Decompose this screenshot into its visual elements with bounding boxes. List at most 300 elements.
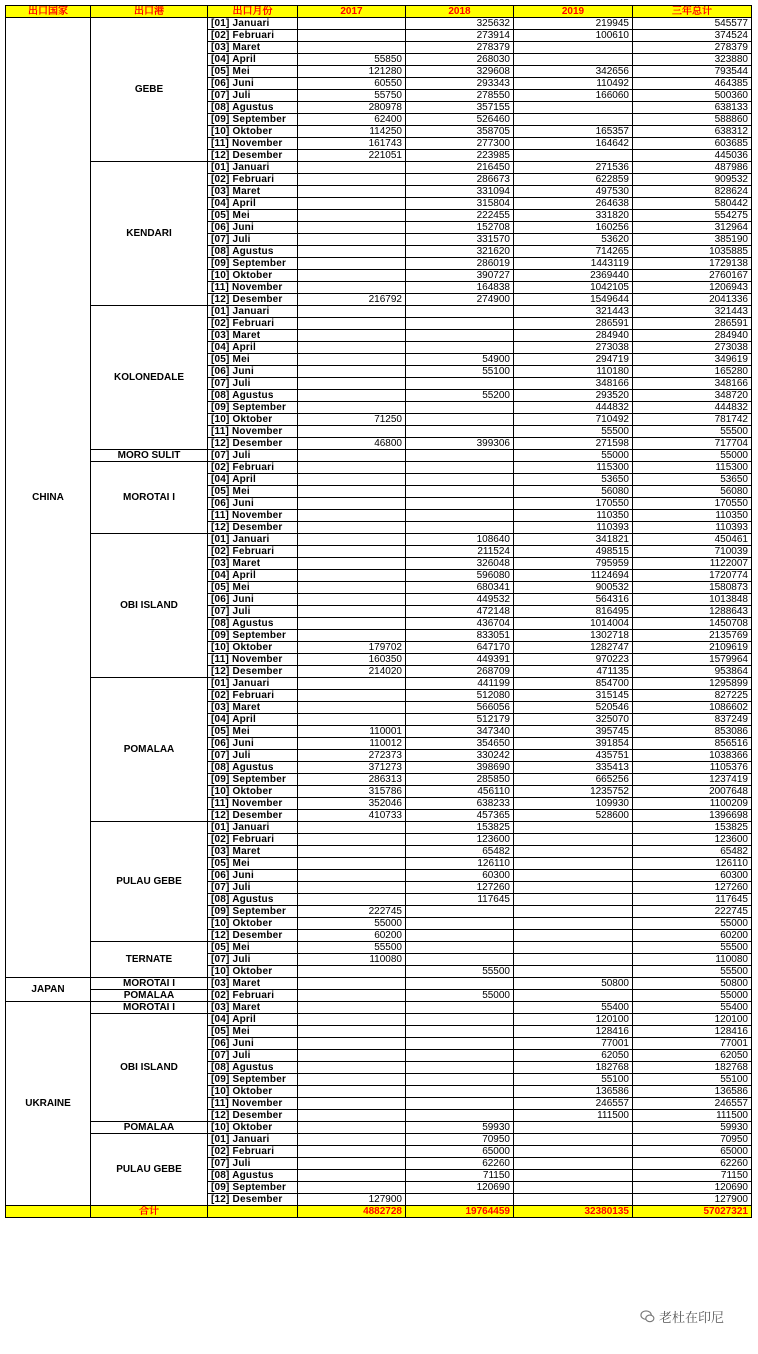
month-cell: [06] Juni: [208, 222, 298, 234]
value-cell: [514, 1158, 633, 1170]
value-cell: 395745: [514, 726, 633, 738]
value-cell: 456110: [406, 786, 514, 798]
value-cell: 1122007: [633, 558, 752, 570]
month-cell: [12] Desember: [208, 522, 298, 534]
value-cell: 1729138: [633, 258, 752, 270]
value-cell: 1580873: [633, 582, 752, 594]
month-cell: [01] Januari: [208, 822, 298, 834]
value-cell: [298, 558, 406, 570]
month-cell: [04] April: [208, 54, 298, 66]
value-cell: 450461: [633, 534, 752, 546]
value-cell: 65482: [406, 846, 514, 858]
month-cell: [08] Agustus: [208, 618, 298, 630]
value-cell: [514, 870, 633, 882]
value-cell: [298, 546, 406, 558]
value-cell: 622859: [514, 174, 633, 186]
value-cell: 170550: [633, 498, 752, 510]
value-cell: 100610: [514, 30, 633, 42]
value-cell: 854700: [514, 678, 633, 690]
value-cell: 315804: [406, 198, 514, 210]
value-cell: [298, 1014, 406, 1026]
value-cell: 647170: [406, 642, 514, 654]
value-cell: 1100209: [633, 798, 752, 810]
month-cell: [02] Februari: [208, 834, 298, 846]
month-cell: [10] Oktober: [208, 126, 298, 138]
total-2019: 32380135: [514, 1206, 633, 1218]
value-cell: [514, 1194, 633, 1206]
month-cell: [07] Juli: [208, 750, 298, 762]
value-cell: 65000: [406, 1146, 514, 1158]
value-cell: 110350: [514, 510, 633, 522]
value-cell: [406, 918, 514, 930]
value-cell: 153825: [406, 822, 514, 834]
value-cell: 1235752: [514, 786, 633, 798]
value-cell: 410733: [298, 810, 406, 822]
header-2018: 2018: [406, 6, 514, 18]
value-cell: 53650: [633, 474, 752, 486]
value-cell: [298, 1050, 406, 1062]
table-row: [6, 18, 752, 30]
month-cell: [02] Februari: [208, 1146, 298, 1158]
value-cell: [406, 522, 514, 534]
total-blank: [6, 1206, 91, 1218]
month-cell: [07] Juli: [208, 606, 298, 618]
value-cell: 219945: [514, 18, 633, 30]
month-cell: [12] Desember: [208, 294, 298, 306]
month-cell: [06] Juni: [208, 594, 298, 606]
header-2019: 2019: [514, 6, 633, 18]
month-cell: [03] Maret: [208, 186, 298, 198]
month-cell: [04] April: [208, 198, 298, 210]
value-cell: 331570: [406, 234, 514, 246]
value-cell: 108640: [406, 534, 514, 546]
value-cell: [298, 894, 406, 906]
value-cell: [514, 1170, 633, 1182]
value-cell: 221051: [298, 150, 406, 162]
month-cell: [09] September: [208, 630, 298, 642]
value-cell: 77001: [514, 1038, 633, 1050]
value-cell: [406, 402, 514, 414]
value-cell: 349619: [633, 354, 752, 366]
month-cell: [01] Januari: [208, 678, 298, 690]
table-row: [6, 990, 752, 1002]
value-cell: [298, 1110, 406, 1122]
value-cell: 286591: [514, 318, 633, 330]
value-cell: 335413: [514, 762, 633, 774]
month-cell: [04] April: [208, 342, 298, 354]
country-cell: JAPAN: [6, 978, 91, 1002]
value-cell: 110001: [298, 726, 406, 738]
value-cell: 564316: [514, 594, 633, 606]
value-cell: [406, 510, 514, 522]
value-cell: [514, 1146, 633, 1158]
value-cell: 1302718: [514, 630, 633, 642]
value-cell: [298, 1158, 406, 1170]
value-cell: 390727: [406, 270, 514, 282]
month-cell: [01] Januari: [208, 1134, 298, 1146]
month-cell: [05] Mei: [208, 726, 298, 738]
month-cell: [11] November: [208, 138, 298, 150]
value-cell: 497530: [514, 186, 633, 198]
value-cell: [298, 174, 406, 186]
value-cell: 445036: [633, 150, 752, 162]
month-cell: [08] Agustus: [208, 894, 298, 906]
value-cell: [298, 318, 406, 330]
value-cell: [514, 822, 633, 834]
value-cell: [298, 402, 406, 414]
month-cell: [12] Desember: [208, 1194, 298, 1206]
value-cell: [298, 378, 406, 390]
value-cell: 348166: [633, 378, 752, 390]
value-cell: [514, 918, 633, 930]
value-cell: 166060: [514, 90, 633, 102]
table-row: [6, 462, 752, 474]
value-cell: [298, 1002, 406, 1014]
value-cell: 55500: [298, 942, 406, 954]
value-cell: [406, 306, 514, 318]
value-cell: 1288643: [633, 606, 752, 618]
value-cell: [514, 930, 633, 942]
value-cell: 161743: [298, 138, 406, 150]
value-cell: 128416: [514, 1026, 633, 1038]
value-cell: 53650: [514, 474, 633, 486]
month-cell: [08] Agustus: [208, 390, 298, 402]
month-cell: [01] Januari: [208, 534, 298, 546]
value-cell: 970223: [514, 654, 633, 666]
value-cell: [298, 606, 406, 618]
value-cell: 271598: [514, 438, 633, 450]
value-cell: 326048: [406, 558, 514, 570]
port-cell: POMALAA: [91, 678, 208, 822]
value-cell: [514, 150, 633, 162]
value-cell: 793544: [633, 66, 752, 78]
value-cell: 2007648: [633, 786, 752, 798]
value-cell: [298, 366, 406, 378]
header-2017: 2017: [298, 6, 406, 18]
value-cell: [298, 618, 406, 630]
port-cell: PULAU GEBE: [91, 1134, 208, 1206]
month-cell: [11] November: [208, 510, 298, 522]
month-cell: [09] September: [208, 402, 298, 414]
port-cell: MOROTAI I: [91, 1002, 208, 1014]
month-cell: [10] Oktober: [208, 642, 298, 654]
value-cell: [406, 426, 514, 438]
value-cell: [298, 846, 406, 858]
value-cell: 120690: [633, 1182, 752, 1194]
month-cell: [07] Juli: [208, 882, 298, 894]
value-cell: 222455: [406, 210, 514, 222]
value-cell: 50800: [633, 978, 752, 990]
value-cell: [298, 498, 406, 510]
month-cell: [05] Mei: [208, 582, 298, 594]
value-cell: 222745: [298, 906, 406, 918]
value-cell: 114250: [298, 126, 406, 138]
value-cell: [298, 1026, 406, 1038]
month-cell: [09] September: [208, 906, 298, 918]
value-cell: [298, 678, 406, 690]
total-row: [6, 1206, 752, 1218]
value-cell: [298, 978, 406, 990]
value-cell: [298, 30, 406, 42]
value-cell: 223985: [406, 150, 514, 162]
value-cell: 55000: [633, 918, 752, 930]
table-row: [6, 1002, 752, 1014]
value-cell: 55000: [406, 990, 514, 1002]
value-cell: 60200: [298, 930, 406, 942]
value-cell: 115300: [514, 462, 633, 474]
value-cell: 436704: [406, 618, 514, 630]
value-cell: 953864: [633, 666, 752, 678]
value-cell: 211524: [406, 546, 514, 558]
value-cell: 449391: [406, 654, 514, 666]
value-cell: 268709: [406, 666, 514, 678]
month-cell: [07] Juli: [208, 1158, 298, 1170]
value-cell: 123600: [633, 834, 752, 846]
value-cell: 341821: [514, 534, 633, 546]
value-cell: 120690: [406, 1182, 514, 1194]
value-cell: [514, 54, 633, 66]
value-cell: 55500: [633, 426, 752, 438]
value-cell: 165280: [633, 366, 752, 378]
value-cell: [298, 858, 406, 870]
month-cell: [12] Desember: [208, 930, 298, 942]
value-cell: 273038: [514, 342, 633, 354]
month-cell: [05] Mei: [208, 942, 298, 954]
month-cell: [01] Januari: [208, 18, 298, 30]
value-cell: [406, 1194, 514, 1206]
value-cell: 55000: [633, 450, 752, 462]
value-cell: 566056: [406, 702, 514, 714]
value-cell: [298, 162, 406, 174]
value-cell: 710039: [633, 546, 752, 558]
value-cell: 1086602: [633, 702, 752, 714]
value-cell: 170550: [514, 498, 633, 510]
value-cell: 111500: [514, 1110, 633, 1122]
value-cell: [298, 1074, 406, 1086]
value-cell: 638312: [633, 126, 752, 138]
value-cell: 1443119: [514, 258, 633, 270]
value-cell: 110080: [298, 954, 406, 966]
month-cell: [09] September: [208, 1182, 298, 1194]
value-cell: 110492: [514, 78, 633, 90]
value-cell: [298, 582, 406, 594]
value-cell: 284940: [633, 330, 752, 342]
value-cell: 588860: [633, 114, 752, 126]
table-row: [6, 978, 752, 990]
value-cell: 55850: [298, 54, 406, 66]
value-cell: [406, 954, 514, 966]
value-cell: 315145: [514, 690, 633, 702]
value-cell: [406, 486, 514, 498]
value-cell: [298, 210, 406, 222]
port-cell: PULAU GEBE: [91, 822, 208, 942]
value-cell: [514, 1182, 633, 1194]
value-cell: [406, 942, 514, 954]
value-cell: 55500: [514, 426, 633, 438]
value-cell: 2135769: [633, 630, 752, 642]
month-cell: [03] Maret: [208, 558, 298, 570]
month-cell: [04] April: [208, 570, 298, 582]
value-cell: 2041336: [633, 294, 752, 306]
table-row: [6, 678, 752, 690]
value-cell: 285850: [406, 774, 514, 786]
month-cell: [03] Maret: [208, 330, 298, 342]
month-cell: [02] Februari: [208, 690, 298, 702]
value-cell: 1105376: [633, 762, 752, 774]
value-cell: 136586: [633, 1086, 752, 1098]
total-2017: 4882728: [298, 1206, 406, 1218]
value-cell: [298, 198, 406, 210]
value-cell: [298, 1038, 406, 1050]
value-cell: 391854: [514, 738, 633, 750]
value-cell: 795959: [514, 558, 633, 570]
value-cell: 126110: [406, 858, 514, 870]
value-cell: [298, 630, 406, 642]
value-cell: [514, 954, 633, 966]
value-cell: 153825: [633, 822, 752, 834]
country-cell: CHINA: [6, 18, 91, 978]
value-cell: [298, 330, 406, 342]
value-cell: 278379: [406, 42, 514, 54]
value-cell: [406, 1110, 514, 1122]
month-cell: [01] Januari: [208, 162, 298, 174]
value-cell: 60550: [298, 78, 406, 90]
value-cell: [406, 498, 514, 510]
value-cell: 837249: [633, 714, 752, 726]
value-cell: 55100: [633, 1074, 752, 1086]
value-cell: 293520: [514, 390, 633, 402]
value-cell: [406, 930, 514, 942]
value-cell: 680341: [406, 582, 514, 594]
value-cell: 1014004: [514, 618, 633, 630]
value-cell: 909532: [633, 174, 752, 186]
value-cell: 264638: [514, 198, 633, 210]
port-cell: MORO SULIT: [91, 450, 208, 462]
value-cell: 1396698: [633, 810, 752, 822]
month-cell: [04] April: [208, 1014, 298, 1026]
month-cell: [11] November: [208, 282, 298, 294]
value-cell: 354650: [406, 738, 514, 750]
value-cell: 55000: [633, 990, 752, 1002]
value-cell: [298, 234, 406, 246]
value-cell: [298, 1170, 406, 1182]
value-cell: [406, 1098, 514, 1110]
value-cell: 1035885: [633, 246, 752, 258]
value-cell: 60200: [633, 930, 752, 942]
value-cell: 385190: [633, 234, 752, 246]
value-cell: 111500: [633, 1110, 752, 1122]
value-cell: 596080: [406, 570, 514, 582]
value-cell: 781742: [633, 414, 752, 426]
value-cell: 471135: [514, 666, 633, 678]
value-cell: 182768: [514, 1062, 633, 1074]
value-cell: 603685: [633, 138, 752, 150]
value-cell: 2760167: [633, 270, 752, 282]
value-cell: [406, 1002, 514, 1014]
value-cell: 323880: [633, 54, 752, 66]
value-cell: 70950: [406, 1134, 514, 1146]
port-cell: TERNATE: [91, 942, 208, 978]
month-cell: [10] Oktober: [208, 1086, 298, 1098]
month-cell: [07] Juli: [208, 234, 298, 246]
value-cell: 321443: [514, 306, 633, 318]
value-cell: 123600: [406, 834, 514, 846]
value-cell: 71150: [406, 1170, 514, 1182]
value-cell: [406, 1086, 514, 1098]
value-cell: 214020: [298, 666, 406, 678]
value-cell: [298, 594, 406, 606]
value-cell: 435751: [514, 750, 633, 762]
value-cell: 120100: [514, 1014, 633, 1026]
value-cell: 164642: [514, 138, 633, 150]
value-cell: 55500: [633, 966, 752, 978]
value-cell: 315786: [298, 786, 406, 798]
month-cell: [12] Desember: [208, 1110, 298, 1122]
month-cell: [11] November: [208, 654, 298, 666]
month-cell: [06] Juni: [208, 870, 298, 882]
value-cell: [298, 222, 406, 234]
value-cell: 816495: [514, 606, 633, 618]
value-cell: 110350: [633, 510, 752, 522]
table-row: [6, 306, 752, 318]
value-cell: 62260: [406, 1158, 514, 1170]
value-cell: 325070: [514, 714, 633, 726]
value-cell: 62260: [633, 1158, 752, 1170]
table-row: [6, 1014, 752, 1026]
port-cell: MOROTAI I: [91, 978, 208, 990]
value-cell: 65482: [633, 846, 752, 858]
value-cell: [406, 978, 514, 990]
value-cell: 53620: [514, 234, 633, 246]
value-cell: 1124694: [514, 570, 633, 582]
value-cell: 165357: [514, 126, 633, 138]
month-cell: [10] Oktober: [208, 414, 298, 426]
month-cell: [08] Agustus: [208, 1062, 298, 1074]
value-cell: [298, 354, 406, 366]
value-cell: [406, 378, 514, 390]
value-cell: [298, 258, 406, 270]
header-port: 出口港: [91, 6, 208, 18]
total-2018: 19764459: [406, 1206, 514, 1218]
value-cell: 60300: [406, 870, 514, 882]
value-cell: 110180: [514, 366, 633, 378]
value-cell: 853086: [633, 726, 752, 738]
value-cell: 71250: [298, 414, 406, 426]
value-cell: 65000: [633, 1146, 752, 1158]
value-cell: 56080: [633, 486, 752, 498]
value-cell: 312964: [633, 222, 752, 234]
value-cell: [514, 894, 633, 906]
month-cell: [09] September: [208, 774, 298, 786]
value-cell: [298, 1086, 406, 1098]
value-cell: 717704: [633, 438, 752, 450]
month-cell: [01] Januari: [208, 306, 298, 318]
value-cell: 665256: [514, 774, 633, 786]
value-cell: 110393: [633, 522, 752, 534]
value-cell: 55500: [406, 966, 514, 978]
value-cell: 833051: [406, 630, 514, 642]
value-cell: 278550: [406, 90, 514, 102]
value-cell: [298, 1134, 406, 1146]
value-cell: 110012: [298, 738, 406, 750]
value-cell: 120100: [633, 1014, 752, 1026]
value-cell: 444832: [514, 402, 633, 414]
value-cell: 110393: [514, 522, 633, 534]
value-cell: [298, 426, 406, 438]
month-cell: [07] Juli: [208, 378, 298, 390]
total-all: 57027321: [633, 1206, 752, 1218]
month-cell: [08] Agustus: [208, 102, 298, 114]
